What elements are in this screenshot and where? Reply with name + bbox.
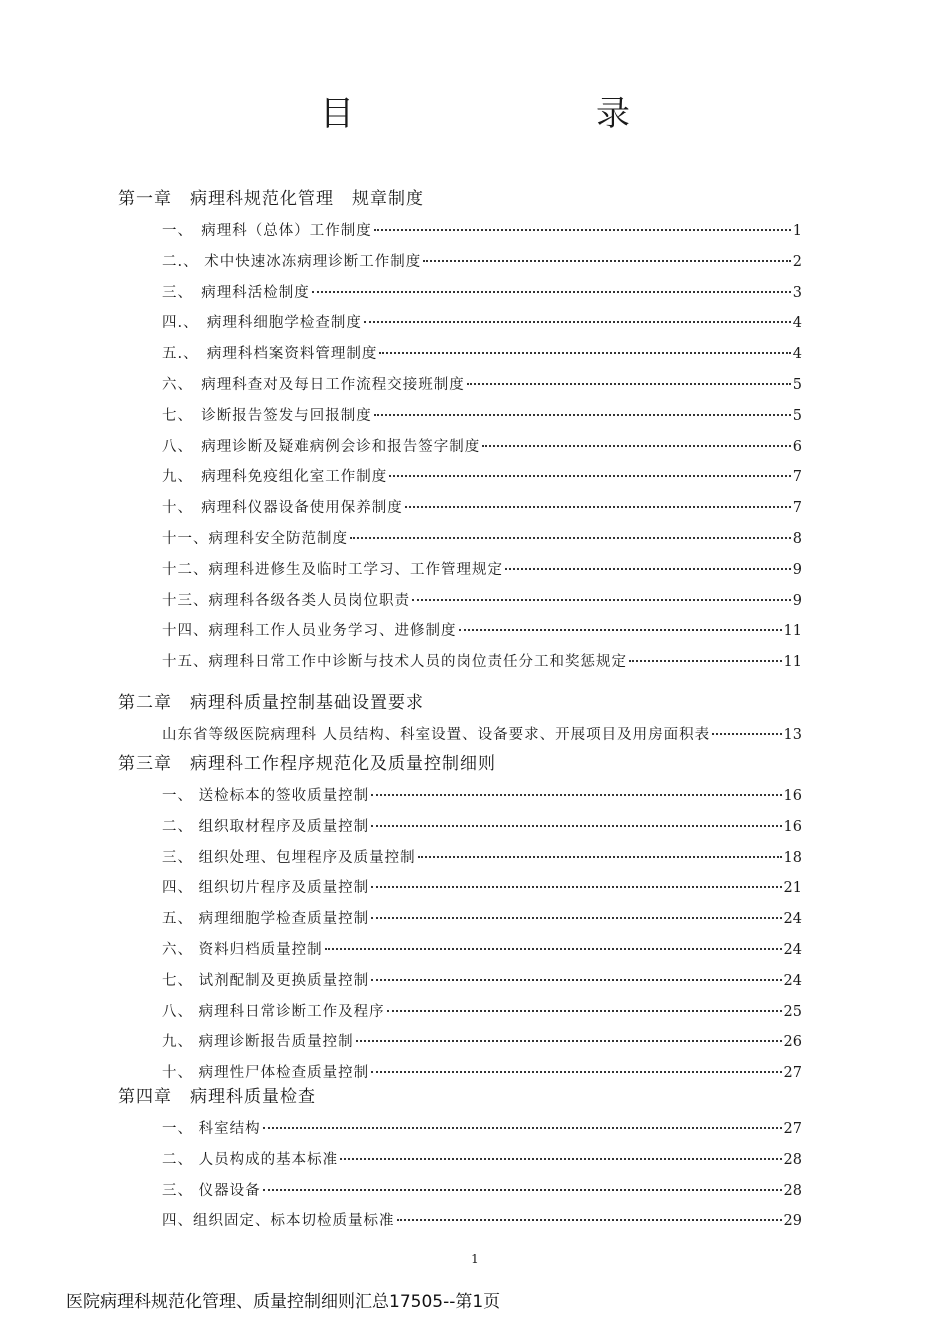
toc-entry-page: 28: [783, 1151, 802, 1168]
dot-leader: [371, 825, 781, 827]
toc-entry-label: 七、 试剂配制及更换质量控制: [162, 972, 370, 989]
toc-entry-page: 5: [792, 377, 802, 393]
dot-leader: [423, 260, 791, 262]
dot-leader: [325, 948, 782, 950]
toc-entry-label: 十三、病理科各级各类人员岗位职责: [162, 592, 410, 609]
toc-entry-label: 六、 病理科查对及每日工作流程交接班制度: [162, 377, 465, 393]
toc-entry-label: 三、 组织处理、包埋程序及质量控制: [162, 849, 416, 866]
toc-entry-page: 11: [783, 623, 802, 640]
dot-leader: [629, 660, 782, 662]
toc-entry[interactable]: [162, 342, 802, 366]
toc-entry-label: 十、 病理科仪器设备使用保养制度: [162, 500, 403, 517]
toc-entry[interactable]: [162, 1148, 802, 1172]
toc-entry-page: 27: [783, 1065, 802, 1082]
toc-entry[interactable]: [162, 784, 802, 808]
dot-leader: [405, 506, 791, 508]
dot-leader: [418, 856, 782, 858]
dot-leader: [374, 229, 791, 231]
chapter-heading: 第四章 病理科质量检查: [118, 1087, 316, 1107]
toc-entry-label: 十五、病理科日常工作中诊断与技术人员的岗位责任分工和奖惩规定: [162, 654, 627, 671]
toc-entry-label: 八、 病理科日常诊断工作及程序: [162, 1003, 385, 1020]
toc-entry[interactable]: [162, 1117, 802, 1141]
chapter-heading: 第一章 病理科规范化管理 规章制度: [118, 189, 424, 209]
toc-entry-page: 6: [792, 438, 802, 455]
toc-entry-label: 四、组织固定、标本切检质量标准: [162, 1213, 395, 1230]
toc-entry-label: 五、 病理细胞学检查质量控制: [162, 911, 370, 928]
toc-entry[interactable]: [162, 650, 802, 674]
toc-entry-page: 4: [792, 315, 802, 332]
toc-entry-page: 9: [792, 561, 802, 578]
toc-entry-page: 16: [783, 818, 802, 835]
dot-leader: [263, 1189, 782, 1191]
chapter-heading: 第二章 病理科质量控制基础设置要求: [118, 693, 424, 713]
dot-leader: [340, 1158, 781, 1160]
dot-leader: [263, 1127, 782, 1129]
toc-entry-label: 一、 送检标本的签收质量控制: [162, 788, 370, 804]
toc-entry-label: 七、 诊断报告签发与回报制度: [162, 407, 372, 424]
toc-entry-label: 八、 病理诊断及疑难病例会诊和报告签字制度: [162, 438, 481, 455]
toc-entry[interactable]: [162, 938, 802, 962]
toc-entry-page: 13: [783, 727, 802, 743]
toc-entry[interactable]: [162, 846, 802, 870]
toc-entry-page: 16: [783, 788, 802, 804]
toc-entry[interactable]: [162, 496, 802, 520]
toc-entry[interactable]: [162, 907, 802, 931]
toc-entry[interactable]: [162, 1000, 802, 1024]
dot-leader: [356, 1040, 782, 1042]
toc-entry-label: 六、 资料归档质量控制: [162, 942, 323, 958]
dot-leader: [379, 352, 790, 354]
toc-entry[interactable]: [162, 1030, 802, 1054]
toc-entry-page: 8: [792, 531, 802, 547]
chapter-heading: 第三章 病理科工作程序规范化及质量控制细则: [118, 754, 496, 774]
toc-entry[interactable]: [162, 1209, 802, 1233]
toc-entry-page: 9: [792, 592, 802, 609]
toc-entry-page: 1: [792, 223, 802, 239]
toc-entry-page: 24: [783, 972, 802, 989]
toc-entry[interactable]: [162, 250, 802, 274]
dot-leader: [364, 321, 791, 323]
toc-entry[interactable]: [162, 465, 802, 489]
toc-entry-page: 24: [783, 911, 802, 928]
page-number: 1: [471, 1252, 479, 1266]
toc-entry-label: 九、 病理科免疫组化室工作制度: [162, 469, 388, 486]
toc-entry-page: 7: [792, 500, 802, 517]
toc-entry-page: 18: [783, 849, 802, 866]
toc-entry-label: 二.、 术中快速冰冻病理诊断工作制度: [162, 253, 422, 270]
dot-leader: [712, 733, 781, 735]
toc-entry[interactable]: [162, 435, 802, 459]
toc-entry[interactable]: [162, 373, 802, 397]
toc-entry-label: 九、 病理诊断报告质量控制: [162, 1034, 354, 1051]
toc-entry-label: 三、 病理科活检制度: [162, 284, 310, 301]
toc-entry[interactable]: [162, 589, 802, 613]
dot-leader: [389, 475, 791, 477]
dot-leader: [482, 445, 791, 447]
toc-entry[interactable]: [162, 619, 802, 643]
dot-leader: [371, 794, 781, 796]
dot-leader: [459, 629, 782, 631]
toc-entry-page: 7: [792, 469, 802, 486]
toc-entry[interactable]: [162, 558, 802, 582]
dot-leader: [374, 414, 791, 416]
toc-entry[interactable]: [162, 723, 802, 747]
document-footer: 医院病理科规范化管理、质量控制细则汇总17505--第1页: [66, 1292, 501, 1312]
toc-entry-page: 4: [792, 346, 802, 363]
dot-leader: [371, 1071, 781, 1073]
toc-entry[interactable]: [162, 404, 802, 428]
toc-entry[interactable]: [162, 1179, 802, 1203]
dot-leader: [371, 979, 781, 981]
toc-entry-label: 四、 组织切片程序及质量控制: [162, 880, 370, 897]
toc-entry-label: 一、 病理科（总体）工作制度: [162, 223, 372, 239]
toc-entry-page: 29: [783, 1213, 802, 1230]
toc-entry-page: 27: [783, 1121, 802, 1137]
toc-entry[interactable]: [162, 969, 802, 993]
toc-entry[interactable]: [162, 219, 802, 243]
dot-leader: [397, 1219, 782, 1221]
toc-entry-page: 5: [792, 407, 802, 424]
toc-entry-label: 十二、病理科进修生及临时工学习、工作管理规定: [162, 561, 503, 578]
toc-entry[interactable]: [162, 876, 802, 900]
toc-entry[interactable]: [162, 281, 802, 305]
dot-leader: [387, 1010, 782, 1012]
toc-entry-page: 28: [783, 1182, 802, 1199]
toc-entry-label: 一、 科室结构: [162, 1121, 261, 1137]
toc-entry[interactable]: [162, 815, 802, 839]
toc-entry-page: 11: [783, 654, 802, 671]
dot-leader: [505, 568, 791, 570]
toc-entry-label: 十一、病理科安全防范制度: [162, 531, 348, 547]
toc-entry-label: 十、 病理性尸体检查质量控制: [162, 1065, 370, 1082]
toc-entry-page: 26: [783, 1034, 802, 1051]
dot-leader: [371, 917, 781, 919]
toc-entry-page: 24: [783, 942, 802, 958]
toc-entry-label: 四.、 病理科细胞学检查制度: [162, 315, 362, 332]
toc-entry[interactable]: [162, 527, 802, 551]
dot-leader: [467, 383, 791, 385]
dot-leader: [312, 291, 791, 293]
toc-entry-label: 五.、 病理科档案资料管理制度: [162, 346, 378, 363]
toc-entry-page: 21: [783, 880, 802, 897]
toc-entry-label: 三、 仪器设备: [162, 1182, 261, 1199]
dot-leader: [412, 599, 791, 601]
dot-leader: [371, 886, 781, 888]
toc-entry[interactable]: [162, 311, 802, 335]
toc-entry-page: 25: [783, 1003, 802, 1020]
toc-title: 目 录: [320, 94, 688, 134]
toc-entry-page: 3: [792, 284, 802, 301]
toc-entry-label: 二、 组织取材程序及质量控制: [162, 818, 370, 835]
toc-entry-label: 山东省等级医院病理科 人员结构、科室设置、设备要求、开展项目及用房面积表: [162, 727, 711, 743]
toc-entry-label: 二、 人员构成的基本标准: [162, 1151, 339, 1168]
dot-leader: [350, 537, 791, 539]
toc-entry-label: 十四、病理科工作人员业务学习、进修制度: [162, 623, 457, 640]
toc-entry-page: 2: [792, 253, 802, 270]
